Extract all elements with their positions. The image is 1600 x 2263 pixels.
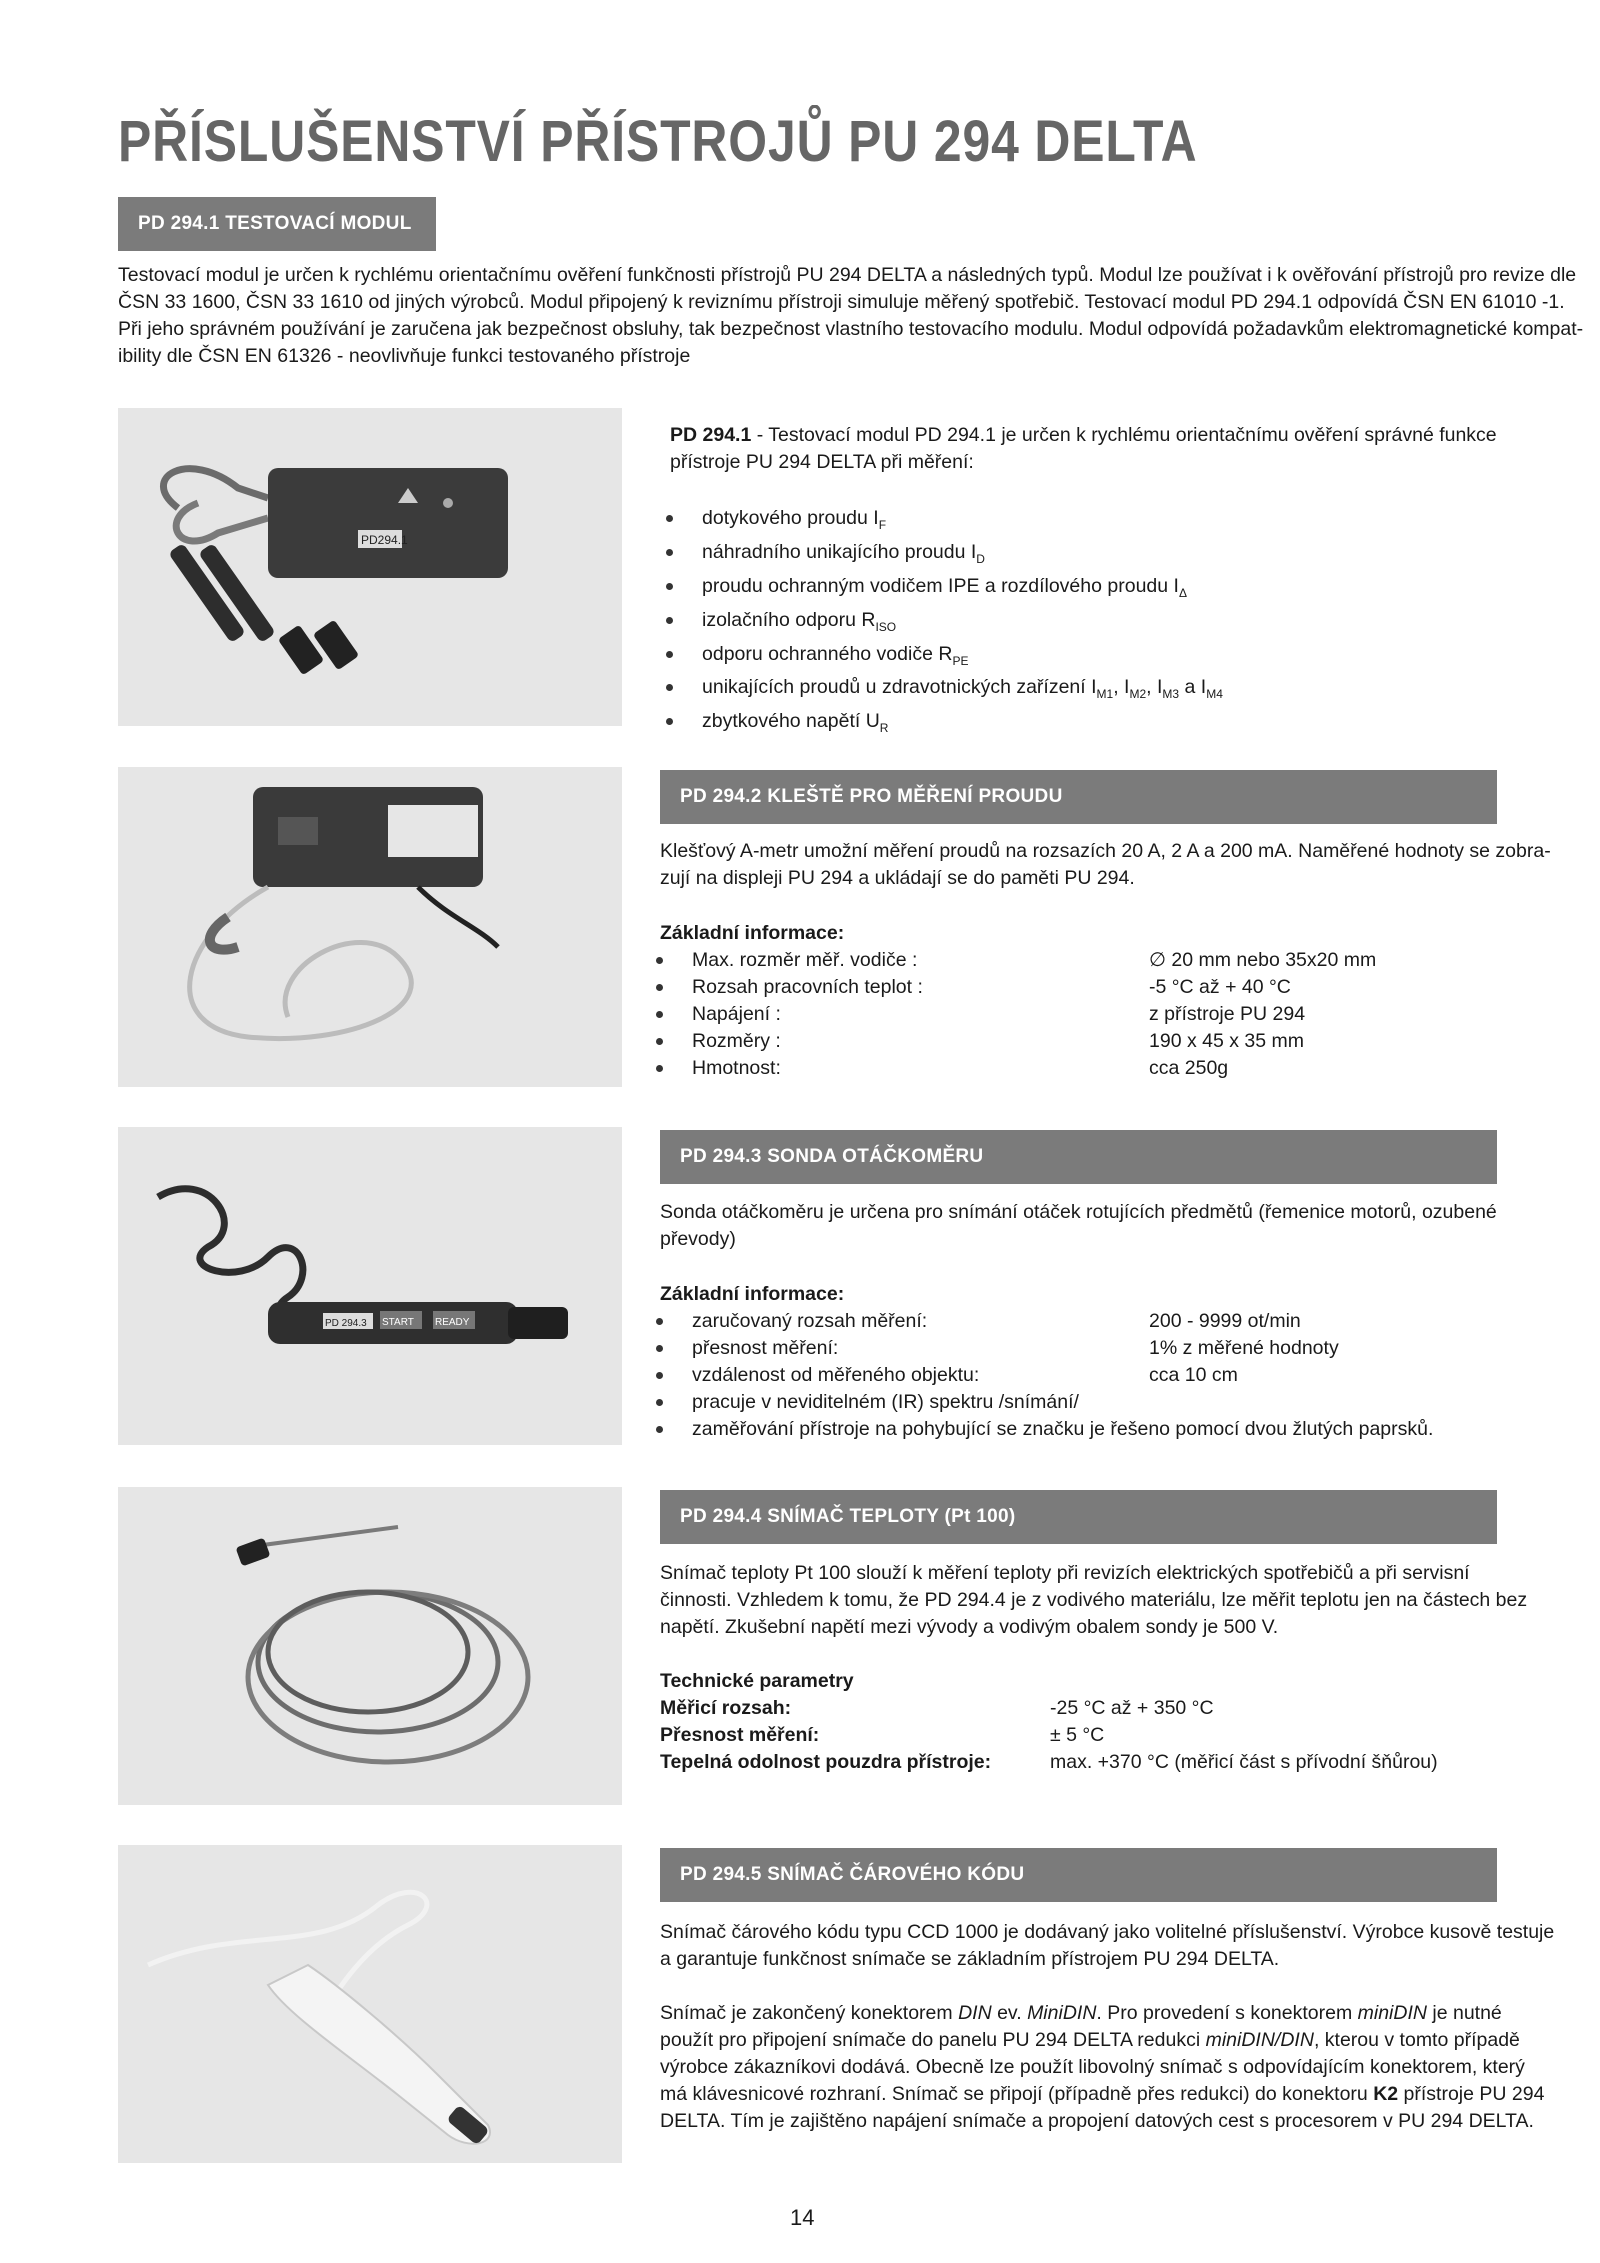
pd2943-info-title: Základní informace: bbox=[660, 1283, 845, 1305]
tachometer-probe-image bbox=[118, 1127, 622, 1445]
intro-line-1: Testovací modul je určen k rychlému orientačnímu ověření funkčnosti přístrojů PU 294 DELTA a následných typů. Modul lze používat i k ověřování přístrojů pro revize dle bbox=[118, 264, 1577, 286]
list-item: Hmotnost: cca 250g bbox=[652, 1055, 1522, 1082]
intro-line-2: ČSN 33 1600, ČSN 33 1610 od jiných výrobců. Modul připojený k reviznímu přístroji simuluje měřený spotřebič. Testovací modul PD 294.1 odpovídá ČSN EN 61010 -1. bbox=[118, 291, 1565, 313]
list-item: pracuje v neviditelném (IR) spektru /snímání/ bbox=[652, 1389, 1522, 1416]
param-row: Měřicí rozsah: -25 °C až + 350 °C bbox=[660, 1697, 1214, 1719]
list-item: izolačního odporu $R_{ISO}$ bbox=[662, 607, 1223, 641]
list-item: náhradního unikajícího proudu $I_D$ bbox=[662, 539, 1223, 573]
pd2941-description bbox=[670, 422, 1530, 476]
section-header-pd2941: PD 294.1 TESTOVACÍ MODUL bbox=[118, 197, 436, 251]
svg-text:PD 294.3: PD 294.3 bbox=[325, 1318, 367, 1329]
list-item: odporu ochranného vodiče $R_{PE}$ bbox=[662, 641, 1223, 675]
device-label: PD294.1 bbox=[361, 533, 408, 547]
current-clamp-image bbox=[118, 767, 622, 1087]
section-header-pd2942: PD 294.2 KLEŠTĚ PRO MĚŘENÍ PROUDU bbox=[660, 770, 1497, 824]
page-title: PŘÍSLUŠENSTVÍ PŘÍSTROJŮ PU 294 DELTA bbox=[118, 109, 1198, 174]
list-item: Rozsah pracovních teplot : -5 °C až + 40 °C bbox=[652, 974, 1522, 1001]
svg-text:START: START bbox=[382, 1317, 414, 1328]
pd2941-measurement-list bbox=[662, 505, 1223, 742]
pd2944-params-title: Technické parametry bbox=[660, 1670, 854, 1692]
intro-paragraph bbox=[118, 262, 1584, 370]
pd2945-p1: Snímač čárového kódu typu CCD 1000 je dodávaný jako volitelné příslušenství. Výrobce kusově testuje a garantuje funkčnost snímače se základním přístrojem PU 294 DELTA. bbox=[660, 1921, 1555, 1970]
list-item: unikajících proudů u zdravotnických zařízení $I_{M1}$, $I_{M2}$, $I_{M3}$ a $I_{M4}$ bbox=[662, 674, 1223, 708]
pd2941-label: PD 294.1 bbox=[670, 424, 752, 446]
photo-tachometer-probe bbox=[118, 1127, 622, 1445]
list-item: proudu ochranným vodičem IPE a rozdílového proudu $I_\Delta$ bbox=[662, 573, 1223, 607]
barcode-scanner-image bbox=[118, 1845, 622, 2163]
pd2942-info-list bbox=[652, 947, 1522, 1082]
photo-temperature-sensor bbox=[118, 1487, 622, 1805]
list-item: Max. rozměr měř. vodiče : ∅ 20 mm nebo 35x20 mm bbox=[652, 947, 1522, 974]
intro-line-4: ibility dle ČSN EN 61326 - neovlivňuje funkci testovaného přístroje bbox=[118, 345, 691, 367]
svg-text:READY: READY bbox=[435, 1317, 470, 1328]
list-item: zbytkového napětí $U_R$ bbox=[662, 708, 1223, 742]
temperature-sensor-image bbox=[118, 1487, 622, 1805]
list-item: přesnost měření: 1% z měřené hodnoty bbox=[652, 1335, 1522, 1362]
pd2945-p2: Snímač je zakončený konektorem DIN ev. MiniDIN. Pro provedení s konektorem miniDIN je nutné použít pro připojení snímače do panelu PU 294 DELTA redukci miniDIN/DIN, kterou v tomto případě výrobce zákazníkovi dodává. Obecně lze použít libovolný snímač s odpovídajícím konektorem, který má klávesnicové rozhraní. Snímač se připojí (případně přes redukci) do konektoru K2 přístroje PU 294 DELTA. Tím je zajištěno napájení snímače a propojení datových cest s procesorem v PU 294 DELTA. bbox=[660, 2002, 1545, 2132]
page-number: 14 bbox=[790, 2205, 815, 2230]
test-module-image bbox=[118, 408, 622, 726]
list-item: dotykového proudu $I_F$ bbox=[662, 505, 1223, 539]
intro-line-3: Při jeho správném používání je zaručena jak bezpečnost obsluhy, tak bezpečnost vlastního testovacího modulu. Modul odpovídá požadavkům elektromagnetické kompat- bbox=[118, 318, 1584, 340]
list-item: zaručovaný rozsah měření: 200 - 9999 ot/min bbox=[652, 1308, 1522, 1335]
param-row: Tepelná odolnost pouzdra přístroje: max. +370 °C (měřicí část s přívodní šňůrou) bbox=[660, 1751, 1438, 1773]
param-row: Přesnost měření: ± 5 °C bbox=[660, 1724, 1105, 1746]
list-item: vzdálenost od měřeného objektu: cca 10 cm bbox=[652, 1362, 1522, 1389]
list-item: Rozměry : 190 x 45 x 35 mm bbox=[652, 1028, 1522, 1055]
pd2942-info-title: Základní informace: bbox=[660, 922, 845, 944]
section-header-pd2943: PD 294.3 SONDA OTÁČKOMĚRU bbox=[660, 1130, 1497, 1184]
pd2944-params-table bbox=[660, 1695, 1530, 1776]
pd2943-text: Sonda otáčkoměru je určena pro snímání otáček rotujících předmětů (řemenice motorů, ozubené převody) bbox=[660, 1201, 1497, 1250]
photo-barcode-scanner bbox=[118, 1845, 622, 2163]
pd2942-text: Klešťový A-metr umožní měření proudů na rozsazích 20 A, 2 A a 200 mA. Naměřené hodnoty se zobra- zují na displeji PU 294 a ukládají se do paměti PU 294. bbox=[660, 840, 1551, 889]
pd2941-desc-line2: přístroje PU 294 DELTA při měření: bbox=[670, 451, 974, 473]
pd2944-text: Snímač teploty Pt 100 slouží k měření teploty při revizích elektrických spotřebičů a při servisní činnosti. Vzhledem k tomu, že PD 294.4 je z vodivého materiálu, lze měřit teplotu jen na částech bez napětí. Zkušební napětí mezi vývody a vodivým obalem sondy je 500 V. bbox=[660, 1562, 1528, 1638]
photo-test-module bbox=[118, 408, 622, 726]
pd2943-info-list bbox=[652, 1308, 1522, 1443]
list-item: zaměřování přístroje na pohybující se značku je řešeno pomocí dvou žlutých paprsků. bbox=[652, 1416, 1522, 1443]
section-header-pd2945: PD 294.5 SNÍMAČ ČÁROVÉHO KÓDU bbox=[660, 1848, 1497, 1902]
photo-current-clamp bbox=[118, 767, 622, 1087]
list-item: Napájení : z přístroje PU 294 bbox=[652, 1001, 1522, 1028]
section-header-pd2944: PD 294.4 SNÍMAČ TEPLOTY (Pt 100) bbox=[660, 1490, 1497, 1544]
pd2941-desc-text: - Testovací modul PD 294.1 je určen k rychlému orientačnímu ověření správné funkce bbox=[751, 424, 1497, 446]
